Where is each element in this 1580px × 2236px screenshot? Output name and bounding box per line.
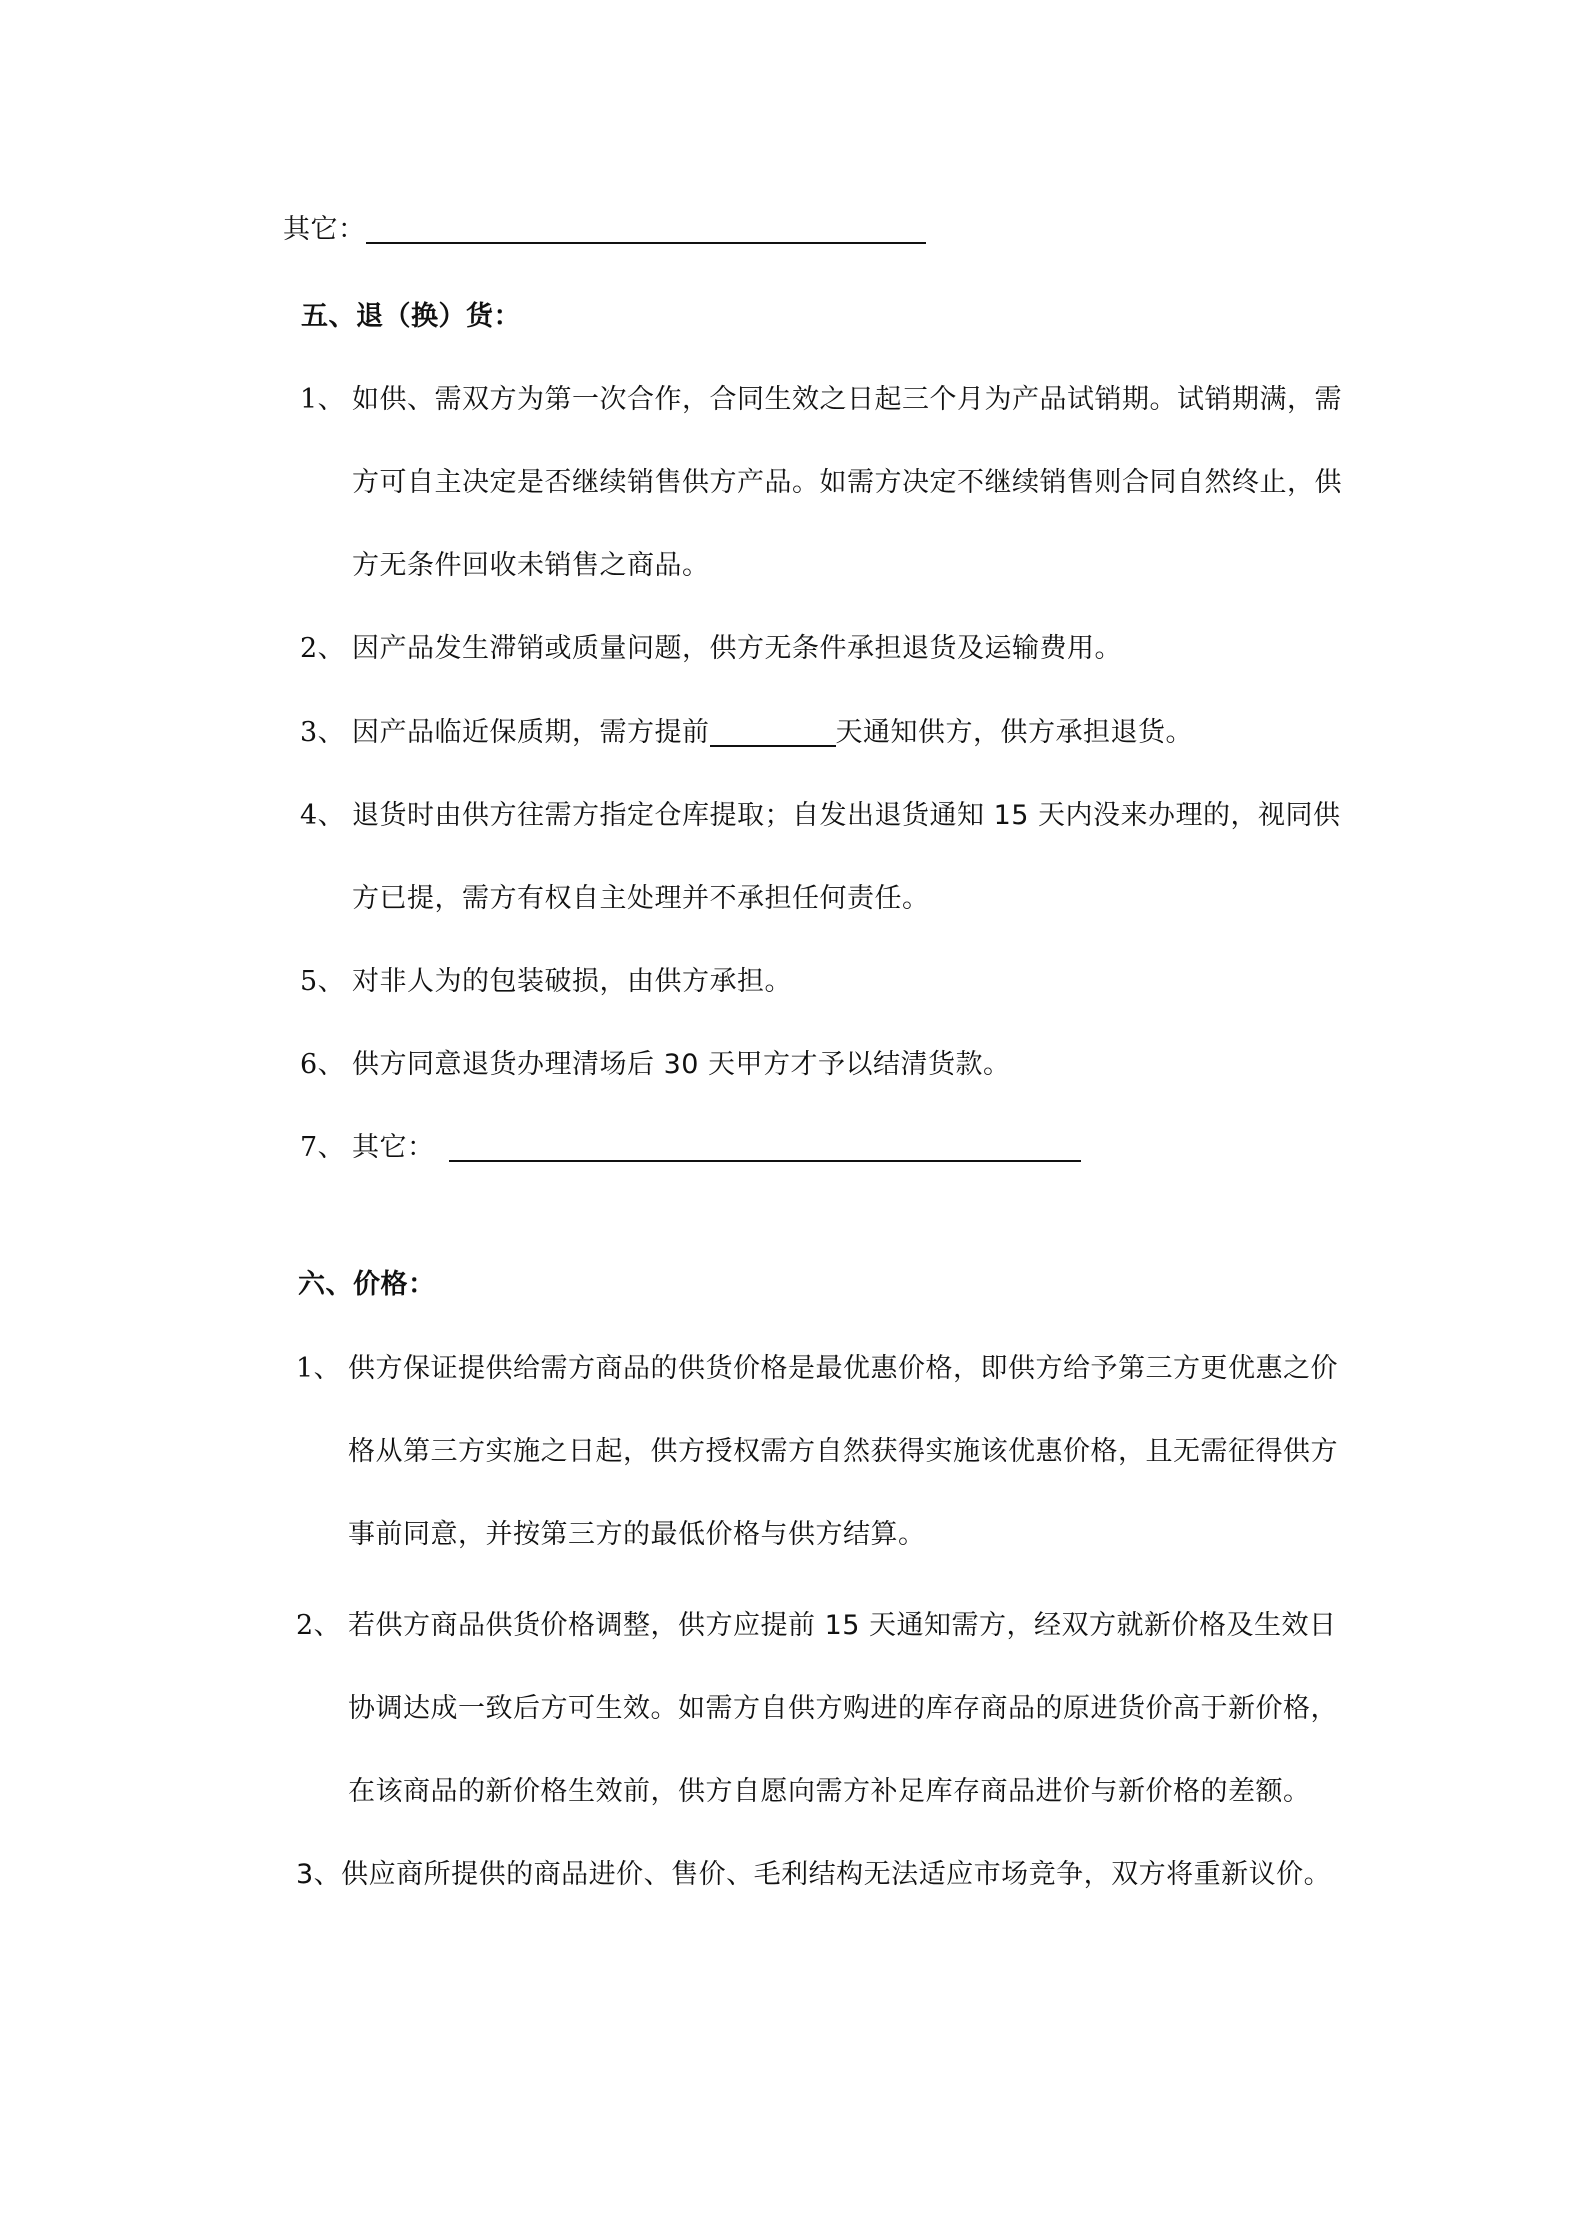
s6-item1-text1: 供方保证提供给需方商品的供货价格是最优惠价格，即供方给予第三方更优惠之价 [348, 1353, 1338, 1384]
s6-item1-line2: 格从第三方实施之日起，供方授权需方自然获得实施该优惠价格，且无需征得供方 [348, 1436, 1338, 1467]
s6-item3: 3、供应商所提供的商品进价、售价、毛利结构无法适应市场竞争，双方将重新议价。 [296, 1859, 1332, 1890]
s5-item6-number: 6、 [300, 1049, 346, 1080]
s5-item2-text: 因产品发生滞销或质量问题，供方无条件承担退货及运输费用。 [352, 633, 1122, 664]
s5-item7-blank-field [449, 1132, 1081, 1162]
s5-item1-line2: 方可自主决定是否继续销售供方产品。如需方决定不继续销售则合同自然终止，供 [352, 467, 1342, 498]
s5-item3-text-pre: 因产品临近保质期，需方提前 [352, 717, 710, 748]
s5-item7-label: 其它： [352, 1132, 435, 1163]
s5-item2-number: 2、 [300, 633, 346, 664]
top-other-row [283, 210, 926, 250]
top-other-blank-field [366, 214, 926, 244]
s6-item1-line1 [296, 1349, 1338, 1389]
s5-item1-text1: 如供、需双方为第一次合作，合同生效之日起三个月为产品试销期。试销期满，需 [352, 384, 1342, 415]
section5-title: 五、退（换）货： [301, 301, 521, 332]
s6-item2-text1: 若供方商品供货价格调整，供方应提前 15 天通知需方，经双方就新价格及生效日 [348, 1610, 1337, 1641]
s5-item5 [300, 962, 792, 1002]
s5-item2 [300, 629, 1122, 669]
s6-item1-number: 1、 [296, 1353, 342, 1384]
s5-item1-line3: 方无条件回收未销售之商品。 [352, 550, 710, 581]
s6-item2-number: 2、 [296, 1610, 342, 1641]
s5-item3 [300, 713, 1193, 753]
s6-item2-line2: 协调达成一致后方可生效。如需方自供方购进的库存商品的原进货价高于新价格， [348, 1693, 1338, 1724]
s5-item6-text: 供方同意退货办理清场后 30 天甲方才予以结清货款。 [352, 1049, 1011, 1080]
s5-item3-days-blank-field [710, 717, 836, 747]
s6-item1-line3: 事前同意，并按第三方的最低价格与供方结算。 [348, 1519, 926, 1550]
s5-item4-number: 4、 [300, 800, 346, 831]
s5-item6 [300, 1045, 1011, 1085]
s5-item3-text-post: 天通知供方，供方承担退货。 [835, 717, 1193, 748]
s6-item2-line1 [296, 1606, 1337, 1646]
s5-item4-line1 [300, 796, 1341, 836]
s5-item1-number: 1、 [300, 384, 346, 415]
s5-item5-text: 对非人为的包装破损，由供方承担。 [352, 966, 792, 997]
s6-item2-line3: 在该商品的新价格生效前，供方自愿向需方补足库存商品进价与新价格的差额。 [348, 1776, 1311, 1807]
top-other-label: 其它： [283, 214, 366, 245]
s5-item7 [300, 1128, 1081, 1168]
s5-item4-line2: 方已提，需方有权自主处理并不承担任何责任。 [352, 883, 930, 914]
s5-item3-number: 3、 [300, 717, 346, 748]
s5-item1-line1 [300, 380, 1342, 420]
s5-item5-number: 5、 [300, 966, 346, 997]
s5-item7-number: 7、 [300, 1132, 346, 1163]
s5-item4-text1: 退货时由供方往需方指定仓库提取；自发出退货通知 15 天内没来办理的，视同供 [352, 800, 1341, 831]
section6-title: 六、价格： [298, 1269, 436, 1300]
